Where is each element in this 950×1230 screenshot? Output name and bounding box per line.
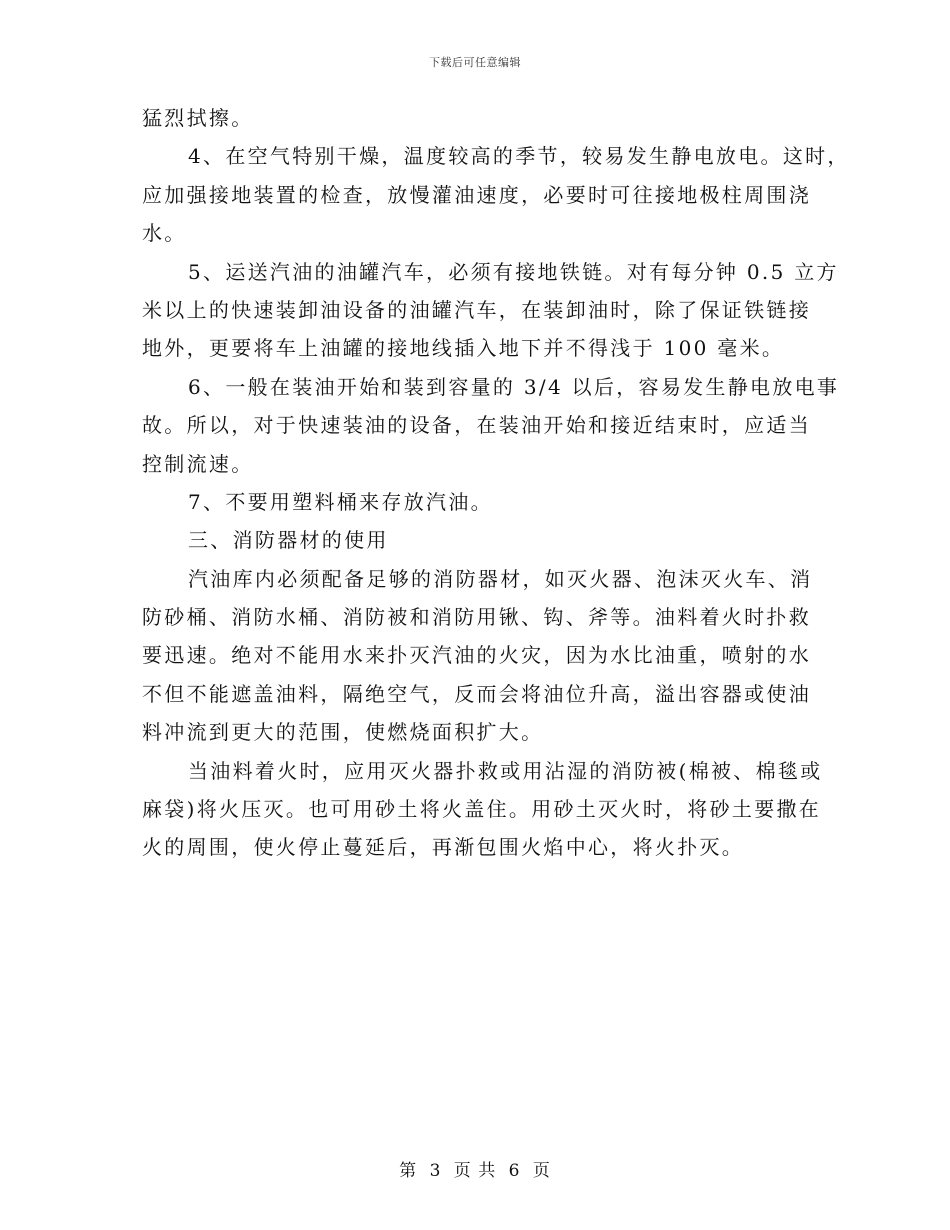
body-line: 7、不要用塑料桶来存放汽油。	[188, 489, 493, 514]
body-line: 麻袋)将火压灭。也可用砂土将火盖住。用砂土灭火时，将砂土要撒在	[142, 797, 822, 822]
body-line: 不但不能遮盖油料，隔绝空气，反而会将油位升高，溢出容器或使油	[142, 681, 811, 706]
page-footer	[0, 1156, 950, 1181]
document-body	[142, 106, 850, 876]
footer-prefix: 第	[399, 1161, 418, 1181]
body-line: 防砂桶、消防水桶、消防被和消防用锹、钩、斧等。油料着火时扑救	[142, 605, 811, 630]
body-line: 控制流速。	[142, 451, 254, 476]
body-line: 要迅速。绝对不能用水来扑灭汽油的火灾，因为水比油重，喷射的水	[142, 643, 811, 668]
body-line: 4、在空气特别干燥，温度较高的季节，较易发生静电放电。这时，	[188, 144, 850, 169]
body-line: 水。	[142, 221, 187, 246]
body-line: 料冲流到更大的范围，使燃烧面积扩大。	[142, 720, 544, 745]
body-line: 应加强接地装置的检查，放慢灌油速度，必要时可往接地极柱周围浇	[142, 182, 811, 207]
body-line: 6、一般在装油开始和装到容量的 3/4 以后，容易发生静电放电事	[188, 374, 840, 399]
total-pages-number: 6	[508, 1161, 521, 1181]
body-line: 米以上的快速装卸油设备的油罐汽车，在装卸油时，除了保证铁链接	[142, 297, 811, 322]
body-line: 故。所以，对于快速装油的设备，在装油开始和接近结束时，应适当	[142, 413, 811, 438]
body-line: 汽油库内必须配备足够的消防器材，如灭火器、泡沫灭火车、消	[188, 566, 813, 591]
page-header: 下载后可任意编辑	[429, 56, 521, 69]
footer-middle: 页 共	[453, 1161, 497, 1181]
body-line: 地外，更要将车上油罐的接地线插入地下并不得浅于 100 毫米。	[142, 336, 785, 361]
section-heading: 三、消防器材的使用	[188, 528, 389, 553]
body-line: 5、运送汽油的油罐汽车，必须有接地铁链。对有每分钟 0.5 立方	[188, 259, 839, 284]
body-line: 火的周围，使火停止蔓延后，再渐包围火焰中心，将火扑灭。	[142, 835, 745, 860]
footer-suffix: 页	[532, 1161, 551, 1181]
current-page-number: 3	[429, 1161, 442, 1181]
body-line: 当油料着火时，应用灭火器扑救或用沾湿的消防被(棉被、棉毯或	[188, 758, 823, 783]
body-line: 猛烈拭擦。	[142, 106, 254, 130]
